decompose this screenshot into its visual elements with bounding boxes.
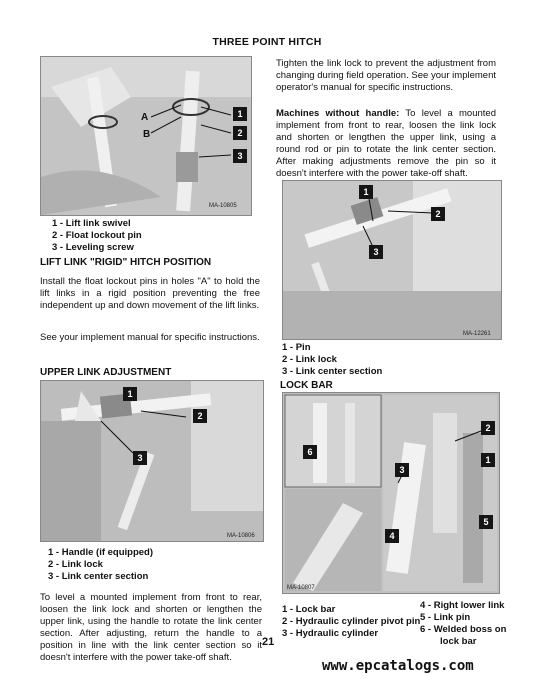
caption-line: 1 - Lift link swivel	[52, 218, 131, 229]
callout-4: 4	[385, 529, 399, 543]
figure-code: MA-10805	[209, 203, 237, 209]
section-heading-lock-bar: LOCK BAR	[280, 380, 333, 391]
figure-pin-photo	[282, 180, 502, 340]
callout-1: 1	[481, 453, 495, 467]
figure-4-caption-left	[282, 604, 420, 640]
page-number: 21	[262, 636, 275, 648]
figure-code: MA-12261	[463, 331, 491, 337]
caption-line: 2 - Hydraulic cylinder pivot pin	[282, 616, 421, 627]
callout-1: 1	[233, 107, 247, 121]
callout-1: 1	[123, 387, 137, 401]
caption-line: lock bar	[440, 636, 477, 647]
figure-code: MA-10807	[287, 585, 315, 591]
figure-2-caption	[48, 547, 153, 583]
caption-line: 1 - Lock bar	[282, 604, 336, 615]
callout-2: 2	[431, 207, 445, 221]
caption-line: 2 - Float lockout pin	[52, 230, 142, 241]
caption-line: 3 - Link center section	[48, 571, 149, 582]
callout-5: 5	[479, 515, 493, 529]
paragraph-body: To level a mounted implement from front to rear, loosen the link lock and shorten or lengthen the upper link, using a round rod or pin to rotate the link center section. After making adjustments remove the pin so it doesn't interfere with the power take-off shaft.	[276, 108, 496, 179]
callout-2: 2	[481, 421, 495, 435]
caption-line: 2 - Link lock	[48, 559, 103, 570]
section-heading-lift-rigid: LIFT LINK "RIGID" HITCH POSITION	[40, 257, 212, 268]
lock-bar-illustration	[283, 393, 499, 593]
watermark-url: www.epcatalogs.com	[322, 658, 474, 674]
caption-line: 2 - Link lock	[282, 354, 337, 365]
letter-a-marker: A	[141, 112, 149, 123]
lift-rigid-paragraph-2: See your implement manual for specific instructions.	[40, 332, 260, 343]
caption-line: 1 - Pin	[282, 342, 311, 353]
caption-line: 3 - Hydraulic cylinder	[282, 628, 379, 639]
callout-6: 6	[303, 445, 317, 459]
figure-3-caption	[282, 342, 382, 378]
caption-line: 5 - Link pin	[420, 612, 471, 623]
section-heading-upper-link: UPPER LINK ADJUSTMENT	[40, 367, 172, 378]
caption-line: 3 - Link center section	[282, 366, 383, 377]
letter-b-marker: B	[143, 129, 151, 140]
figure-4-caption-right	[420, 600, 506, 648]
figure-code: MA-10806	[227, 533, 255, 539]
caption-line: 3 - Leveling screw	[52, 242, 134, 253]
callout-3: 3	[395, 463, 409, 477]
caption-line: 1 - Handle (if equipped)	[48, 547, 154, 558]
page-title: THREE POINT HITCH	[212, 36, 322, 48]
caption-line: 4 - Right lower link	[420, 600, 505, 611]
callout-2: 2	[233, 126, 247, 140]
figure-lift-link-photo	[40, 56, 252, 216]
figure-1-caption	[52, 218, 142, 254]
caption-line: 6 - Welded boss on	[420, 624, 507, 635]
lift-rigid-paragraph-1: Install the float lockout pins in holes "A" to hold the lift links in a rigid position preventing the free independent up and down movement of the lift links.	[40, 276, 260, 311]
upper-link-paragraph: To level a mounted implement from front to rear, loosen the link lock and shorten or lengthen the upper link, using the handle to rotate the link center section. After adjusting, return the handle to a position in line with the link center section so it doesn't interfere with the power take-off shaft.	[40, 592, 262, 663]
callout-3: 3	[369, 245, 383, 259]
right-paragraph-1: Tighten the link lock to prevent the adjustment from changing during field operation. See your implement operator's manual for specific instructions.	[276, 58, 496, 93]
figure-lock-bar-photo	[282, 392, 500, 594]
upper-link-illustration	[41, 381, 263, 541]
paragraph-lead: Machines without handle:	[276, 108, 400, 119]
callout-2: 2	[193, 409, 207, 423]
callout-3: 3	[233, 149, 247, 163]
pin-illustration	[283, 181, 501, 339]
callout-1: 1	[359, 185, 373, 199]
callout-3: 3	[133, 451, 147, 465]
figure-upper-link-photo	[40, 380, 264, 542]
right-paragraph-2	[276, 108, 496, 180]
